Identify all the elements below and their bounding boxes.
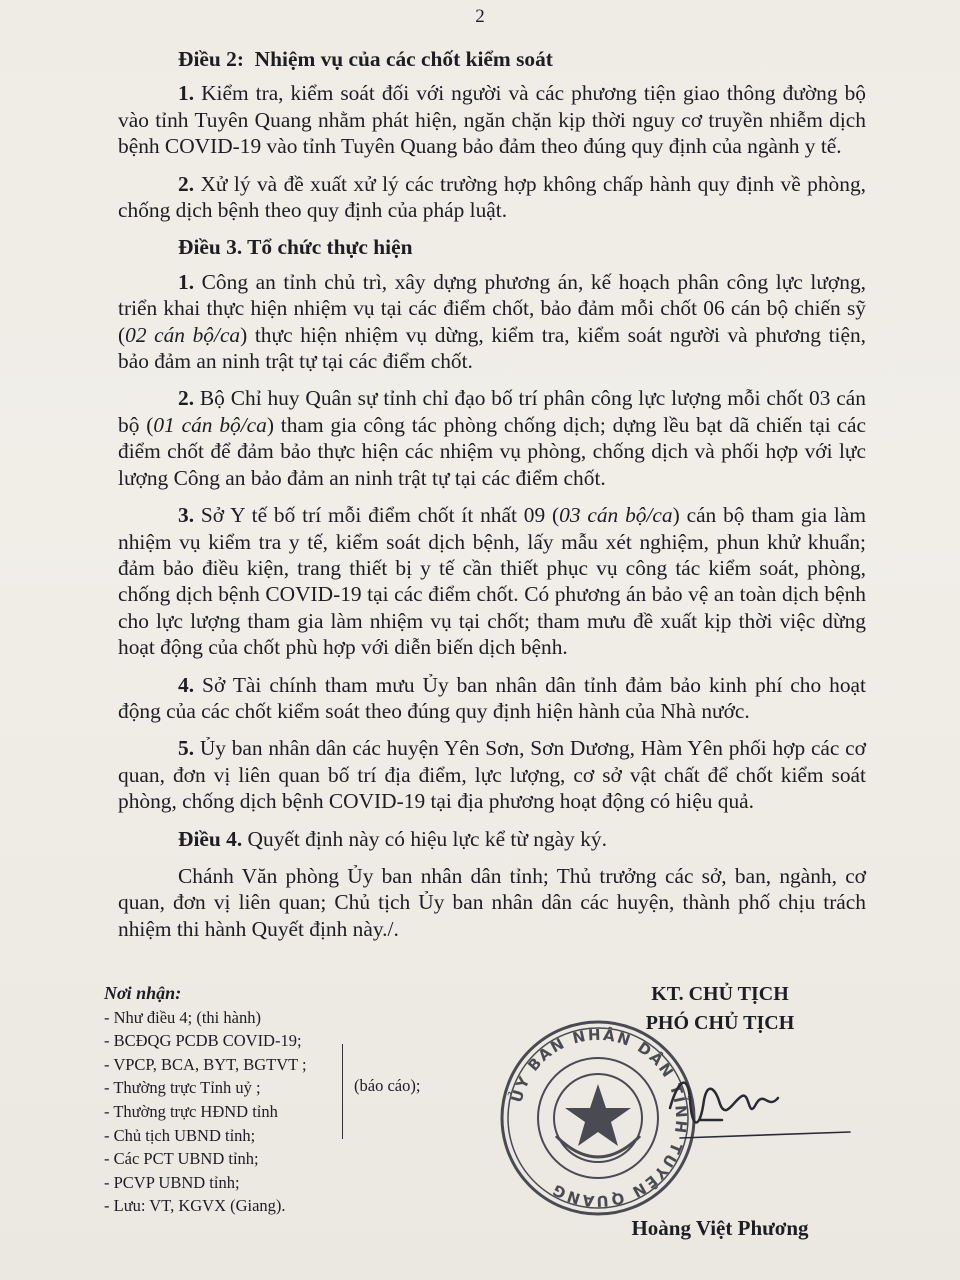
closing-paragraph: Chánh Văn phòng Ủy ban nhân dân tỉnh; Thủ trưởng các sở, ban, ngành, cơ quan, đơn vị liên quan; Chủ tịch Ủy ban nhân dân các huyện, thành phố chịu trách nhiệm thi hành Quyết định này./. [118,863,866,941]
recipient-line: - VPCP, BCA, BYT, BGTVT ; [104,1054,307,1074]
article-2-label: Điều 2: [178,47,244,71]
article-4: Điều 4. Quyết định này có hiệu lực kể từ ngày ký. [178,826,607,851]
article-3-item-2: 2. Bộ Chỉ huy Quân sự tỉnh chỉ đạo bố trí phân công lực lượng mỗi chốt 03 cán bộ (01 cán bộ/ca) tham gia công tác phòng chống dịch; dựng lều bạt dã chiến tại các điểm chốt để đảm bảo thực hiện các nhiệm vụ phòng, chống dịch và phối hợp với lực lượng Công an bảo đảm an ninh trật tự tại các điểm chốt. [118,386,866,490]
signer-name: Hoàng Việt Phương [631,1216,809,1240]
article-3-heading [178,234,866,260]
page-number: 2 [475,6,485,27]
article-3-item-3: 3. Sở Y tế bố trí mỗi điểm chốt ít nhất 09 (03 cán bộ/ca) cán bộ tham gia làm nhiệm vụ kiểm tra y tế, kiểm soát dịch bệnh, lấy mẫu xét nghiệm, phun khử khuẩn; đảm bảo điều kiện, trang thiết bị y tế cần thiết phục vụ công tác kiểm soát, phòng, chống dịch bệnh COVID-19 tại các điểm chốt. Có phương án bảo vệ an toàn dịch bệnh cho lực lượng tham gia làm nhiệm vụ tại chốt; tham mưu đề xuất kịp thời việc dừng hoạt động của chốt phù hợp với diễn biến dịch bệnh. [118,503,866,660]
document-body [118,46,866,953]
recipients-bracket [342,1044,345,1139]
recipient-line: - Thường trực HĐND tỉnh [104,1101,278,1121]
recipient-line: - Chủ tịch UBND tỉnh; [104,1125,256,1145]
article-2-title: Nhiệm vụ của các chốt kiểm soát [254,47,553,71]
article-2-heading [178,46,866,72]
recipient-line: - PCVP UBND tỉnh; [104,1172,240,1192]
article-3-item-1: 1. Công an tỉnh chủ trì, xây dựng phương án, kế hoạch phân công lực lượng, triển khai thực hiện nhiệm vụ tại các điểm chốt, bảo đảm mỗi chốt 06 cán bộ chiến sỹ (02 cán bộ/ca) thực hiện nhiệm vụ dừng, kiểm tra, kiểm soát người và phương tiện, bảo đảm an ninh trật tự tại các điểm chốt. [118,269,866,374]
recipient-line: - BCĐQG PCDB COVID-19; [104,1031,302,1051]
article-2-item-1: 1. Kiểm tra, kiểm soát đối với người và các phương tiện giao thông đường bộ vào tỉnh Tuyên Quang nhằm phát hiện, ngăn chặn kịp thời nguy cơ truyền nhiễm dịch bệnh COVID-19 vào tỉnh Tuyên Quang bảo đảm theo đúng quy định của ngành y tế. [118,81,866,159]
recipient-line: - Các PCT UBND tỉnh; [104,1149,259,1169]
signature-line-1: KT. CHỦ TỊCH [651,983,789,1005]
handwritten-signature [660,1060,860,1150]
recipients-block [104,982,464,1218]
article-2-item-2: 2. Xử lý và đề xuất xử lý các trường hợp không chấp hành quy định về phòng, chống dịch bệnh theo quy định của pháp luật. [118,171,866,223]
report-note: (báo cáo); [354,1076,421,1095]
article-3-title: Tổ chức thực hiện [247,235,413,260]
article-3-label: Điều 3. [178,235,243,260]
article-3-item-5: 5. Ủy ban nhân dân các huyện Yên Sơn, Sơn Dương, Hàm Yên phối hợp các cơ quan, đơn vị liên quan bố trí địa điểm, lực lượng, cơ sở vật chất để chốt kiểm soát phòng, chống dịch bệnh COVID-19 tại địa phương hoạt động có hiệu quả. [118,736,866,814]
recipients-title: Nơi nhận: [104,983,182,1003]
recipient-line: - Thường trực Tỉnh uỷ ; [104,1078,261,1098]
article-3-item-4: 4. Sở Tài chính tham mưu Ủy ban nhân dân tỉnh đảm bảo kinh phí cho hoạt động của các chốt kiểm soát theo đúng quy định hiện hành của Nhà nước. [118,672,866,723]
recipient-line: - Lưu: VT, KGVX (Giang). [104,1196,286,1216]
svg-text:ỦY BAN NHÂN DÂN TỈNH TUYÊN QUA: ỦY BAN NHÂN DÂN TỈNH TUYÊN QUANG [507,1025,691,1211]
recipient-line: - Như điều 4; (thi hành) [104,1007,261,1027]
signature-line-2: PHÓ CHỦ TỊCH [645,1012,795,1034]
